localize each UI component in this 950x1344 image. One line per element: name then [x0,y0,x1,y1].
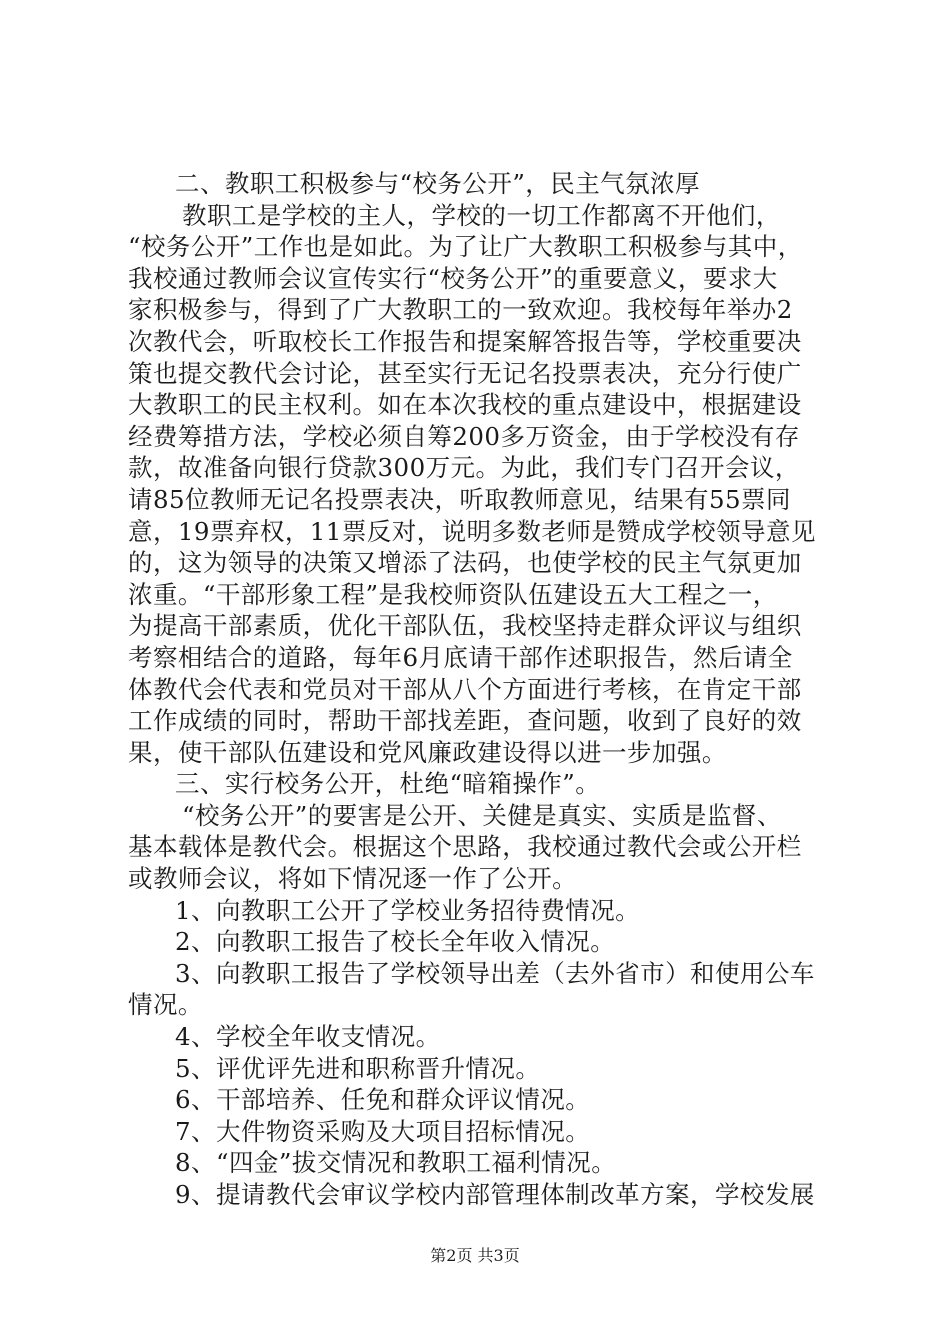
paragraph-line: 考察相结合的道路，每年6月底请干部作述职报告，然后请全 [128,642,793,672]
paragraph-line: “校务公开”的要害是公开、关健是真实、实质是监督、 [182,800,782,830]
paragraph-line: 体教代会代表和党员对干部从八个方面进行考核，在肯定干部 [128,674,802,704]
page-footer [0,1246,950,1266]
paragraph-line: 家积极参与，得到了广大教职工的一致欢迎。我校每年举办2 [128,295,793,325]
paragraph-line: 的，这为领导的决策又增添了法码，也使学校的民主气氛更加 [128,548,802,578]
paragraph-line: 或教师会议，将如下情况逐一作了公开。 [128,864,578,894]
list-item: 8、“四金”拔交情况和教职工福利情况。 [175,1148,617,1178]
list-item: 7、大件物资采购及大项目招标情况。 [175,1116,591,1146]
list-item: 3、向教职工报告了学校领导出差（去外省市）和使用公车 [175,958,815,988]
list-item: 1、向教职工公开了学校业务招待费情况。 [175,895,641,925]
list-item: 2、向教职工报告了校长全年收入情况。 [175,927,616,957]
paragraph-line: 请85位教师无记名投票表决，听取教师意见，结果有55票同 [128,484,791,514]
paragraph-line: 工作成绩的同时，帮助干部找差距，查问题，收到了良好的效 [128,706,802,736]
list-item-continuation: 情况。 [128,990,203,1020]
section-heading-3: 三、实行校务公开，杜绝“暗箱操作”。 [175,769,601,799]
paragraph-line: 大教职工的民主权利。如在本次我校的重点建设中，根据建设 [128,390,802,420]
paragraph-line: 教职工是学校的主人，学校的一切工作都离不开他们， [182,200,781,230]
paragraph-line: 我校通过教师会议宣传实行“校务公开”的重要意义，要求大 [128,263,778,293]
paragraph-line: 意，19票弃权，11票反对，说明多数老师是赞成学校领导意见 [128,516,816,546]
paragraph-line: 次教代会，听取校长工作报告和提案解答报告等，学校重要决 [128,326,802,356]
paragraph-line: 基本载体是教代会。根据这个思路，我校通过教代会或公开栏 [128,832,802,862]
page-number-label: 第2页 共3页 [430,1246,520,1265]
list-item: 6、干部培养、任免和群众评议情况。 [175,1085,591,1115]
paragraph-line: 为提高干部素质，优化干部队伍，我校坚持走群众评议与组织 [128,611,802,641]
section-heading-2: 二、教职工积极参与“校务公开”，民主气氛浓厚 [175,169,700,198]
paragraph-line: 经费筹措方法，学校必须自筹200多万资金，由于学校没有存 [128,421,800,451]
paragraph-line: 浓重。“干部形象工程”是我校师资队伍建设五大工程之一， [128,579,778,609]
paragraph-line: “校务公开”工作也是如此。为了让广大教职工积极参与其中， [128,232,803,262]
paragraph-line: 款，故准备向银行贷款300万元。为此，我们专门召开会议， [128,453,800,483]
list-item: 4、学校全年收支情况。 [175,1022,441,1052]
list-item: 9、提请教代会审议学校内部管理体制改革方案，学校发展 [175,1180,815,1209]
paragraph-line: 策也提交教代会讨论，甚至实行无记名投票表决，充分行使广 [128,358,802,388]
list-item: 5、评优评先进和职称晋升情况。 [175,1053,541,1083]
paragraph-line: 果，使干部队伍建设和党风廉政建设得以进一步加强。 [128,737,727,767]
document-body [128,168,838,1211]
